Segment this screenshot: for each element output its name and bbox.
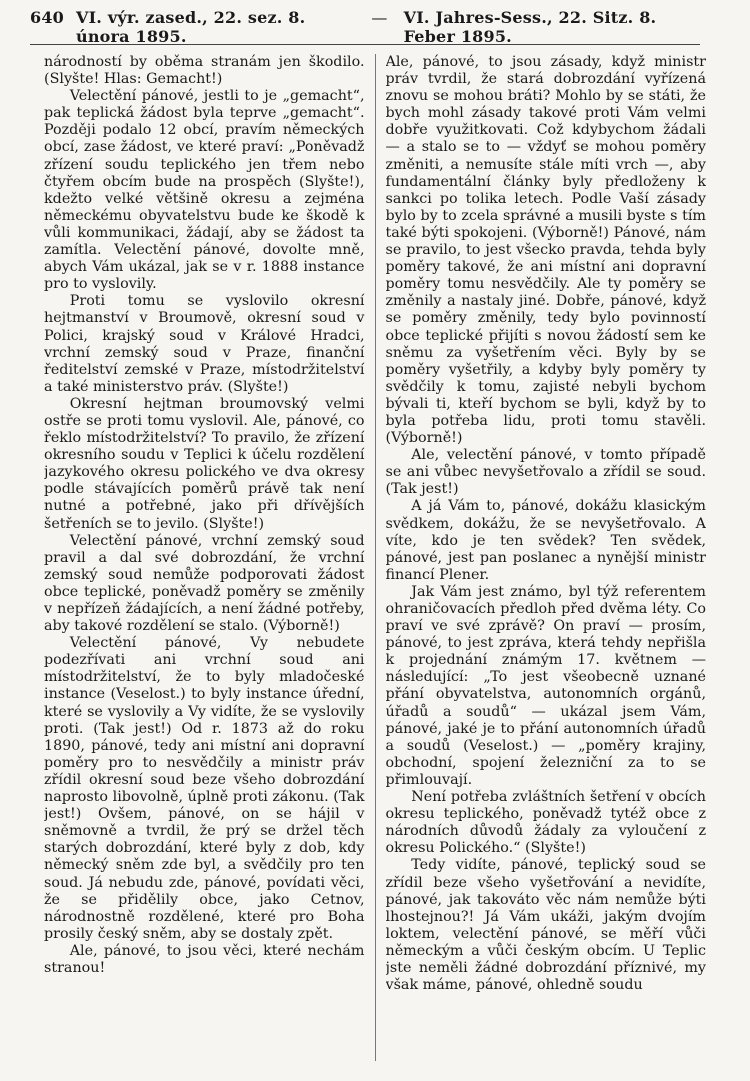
paragraph: A já Vám to, pánové, dokážu klasickým svědkem, dokážu, že se nevyšetřovalo. A víte, kdo je ten svědek? Ten svědek, pánové, jest pan poslanec a nynější ministr financí Plener. — [385, 498, 706, 583]
paragraph: Jak Vám jest známo, byl týž referentem ohraničovacích předloh před dvěma léty. Co praví ve své zprávě? On praví — prosím, pánové, to jest zpráva, která tehdy nepřišla k projednání známým 17. květnem — následující: „To jest všeobecně uznané přání obyvatelstva, autonomních orgánů, úřadů a soudů“ — ukázal jsem Vám, pánové, jaké je to přání autonomních úřadů a soudů (Veselost.) — „poměry krajiny, obchodní, spojení železniční za to se přimlouvají. — [385, 583, 706, 788]
page-number: 640 — [30, 8, 64, 27]
text-columns — [44, 54, 706, 1061]
header-separator: — — [371, 8, 388, 27]
paragraph: Proti tomu se vyslovilo okresní hejtmanství v Broumově, okresní soud v Polici, krajský soud v Králové Hradci, vrchní zemský soud v Praze, finanční ředitelství zemské v Praze, místodržitelství a také ministerstvo práv. (Slyšte!) — [44, 293, 365, 395]
paragraph: Velectění pánové, Vy nebudete podezřívati ani vrchní soud ani místodržitelství, že to byly mladočeské instance (Veselost.) to byly instance úřední, které se vyslovily a Vy vidíte, že se vyslovily proti. (Tak jest!) Od r. 1873 až do roku 1890, pánové, tedy ani místní ani dopravní poměry pro to nesvědčily a ministr práv zřídil okresní soud beze všeho dobrozdání naprosto libovolně, úplně proti zákonu. (Tak jest!) Ovšem, pánové, on se hájil v sněmovně a tvrdil, že prý se držel těch starých dobrozdání, které byly z dob, kdy německý sněm zde byl, a svědčily pro ten soud. Já nebudu zde, pánové, povídati věci, že se přidělily obce, jako Cetnov, národnostně rozdělené, které pro Boha prosily český sněm, aby se dostaly zpět. — [44, 635, 365, 942]
left-column — [44, 54, 365, 1061]
right-column — [386, 54, 707, 1061]
paragraph: Okresní hejtman broumovský velmi ostře se proti tomu vyslovil. Ale, pánové, co řeklo místodržitelství? To pravilo, že zřízení okresního soudu v Teplici k účelu rozdělení jazykového okresu polického ve dva okresy podle stávajících poměrů právě tak není nutné a potřebné, jako při dřívějších šetřeních se to jevilo. (Slyšte!) — [44, 395, 365, 532]
column-divider — [375, 54, 376, 1061]
paragraph: národností by oběma stranám jen škodilo. (Slyšte! Hlas: Gemacht!) — [44, 54, 365, 88]
paragraph: Velectění pánové, vrchní zemský soud pravil a dal své dobrozdání, že vrchní zemský soud nemůže podporovati žádost obce teplické, poněvadž poměry se změnily v nepřízeň žádajících, a není žádné potřeby, aby takové rozdělení se stalo. (Výborně!) — [44, 532, 365, 635]
header-title-czech: VI. výr. zased., 22. sez. 8. února 1895. — [76, 8, 306, 46]
header-title-german: VI. Jahres-Sess., 22. Sitz. 8. Feber 1895. — [403, 8, 657, 46]
paragraph: Ale, pánové, to jsou zásady, když ministr práv tvrdil, že stará dobrozdání vyřízená znovu se mohou bráti? Mohlo by se státi, že bych mohl zásady takové proti Vám velmi dobře využitkovati. Což kdybychom žádali — a stalo se to — vždyť se mohou poměry změniti, a nemusíte stále míti vrch —, aby fundamentální články byly předloženy k sankci po tolika letech. Podle Vaší zásady bylo by to zcela správné a musili byste s tím také býti spokojeni. (Výborně!) Pánové, nám se pravilo, to jest všecko pravda, tehda byly poměry takové, že ani místní ani dopravní poměry tomu nesvědčily. Ale ty poměry se změnily a nastaly jiné. Dobře, pánové, když se poměry změnily, tedy bylo povinností obce teplické přijíti s novou žádostí sem ke sněmu za vyšetřením věci. Byly by se poměry vyšetřily, a kdyby byly poměry ty svědčily k tomu, zajisté nebyli bychom bývali ti, kteří bychom se byli, když by to byla potřeba lidu, proti tomu stavěli. (Výborně!) — [385, 54, 706, 447]
paragraph: Není potřeba zvláštních šetření v obcích okresu teplického, poněvadž tytéž obce z národních důvodů žádaly za vyloučení z okresu Polického.“ (Slyšte!) — [385, 789, 706, 857]
paragraph: Tedy vidíte, pánové, teplický soud se zřídil beze všeho vyšetřování a nevidíte, pánové, jak takováto věc nám nemůže býti lhostejnou?! Já Vám ukáži, jakým dvojím loktem, velectění pánové, se měří vůči německým a vůči českým obcím. U Teplic jste neměli žádné dobrozdání příznivé, my však máme, pánové, ohledně soudu — [385, 857, 706, 994]
page-header — [30, 8, 700, 45]
paragraph: Ale, velectění pánové, v tomto případě se ani vůbec nevyšetřovalo a zřídil se soud. (Tak jest!) — [385, 447, 706, 498]
paragraph: Ale, pánové, to jsou věci, které nechám stranou! — [44, 942, 365, 976]
paragraph: Velectění pánové, jestli to je „gemacht“, pak teplická žádost byla teprve „gemacht“. Později podalo 12 obcí, pravím německých obcí, zase žádost, ve které praví: „Poněvadž zřízení soudu teplického jen třem nebo čtyřem obcím bude na prospěch (Slyšte!), kdežto velké většině okresu a zejména německému obyvatelstvu bude ke škodě k vůli kommunikaci, žádají, aby se žádost ta zamítla. Velectění pánové, dovolte mně, abych Vám ukázal, jak se v r. 1888 instance pro to vyslovily. — [44, 88, 365, 293]
